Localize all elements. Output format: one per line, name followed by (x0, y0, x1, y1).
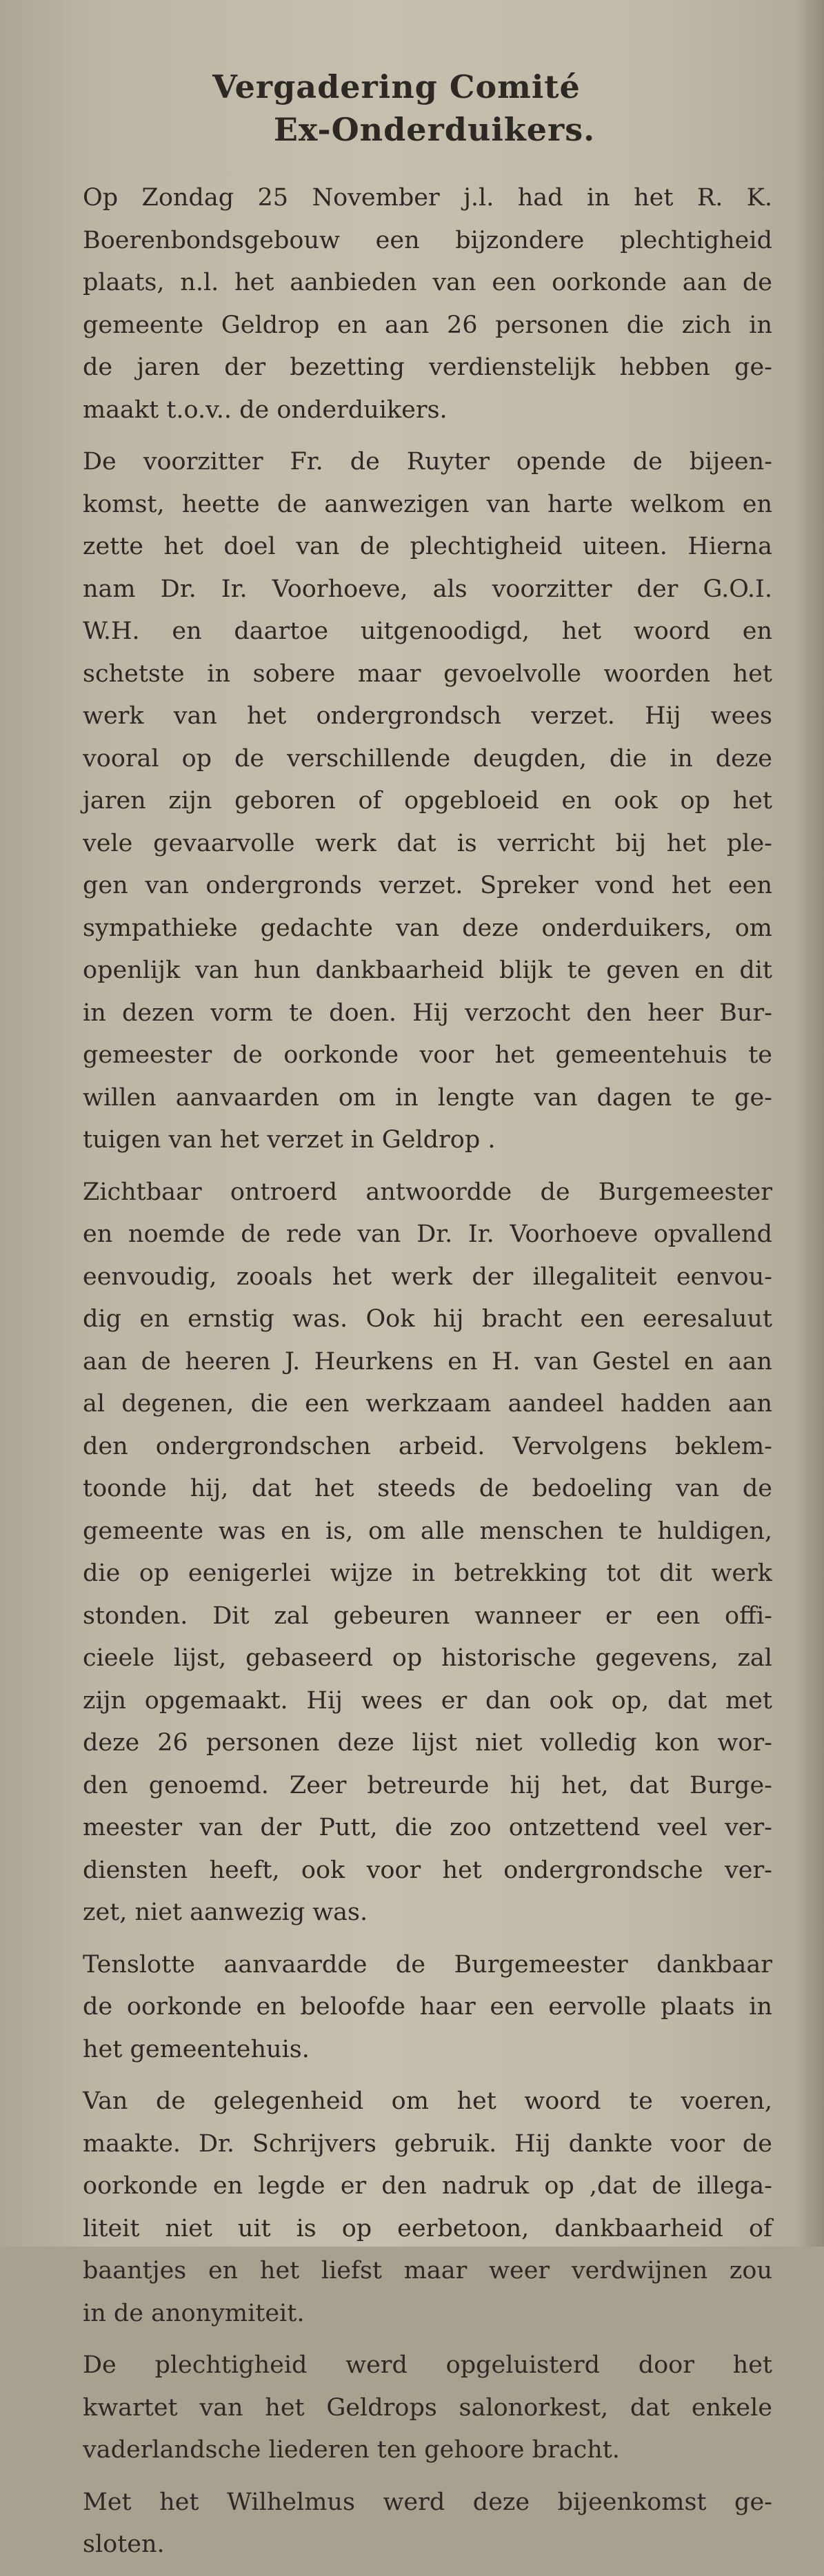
text-line: toonde hij, dat het steeds de bedoeling van de (83, 1475, 772, 1502)
text-line: deze 26 personen deze lijst niet volledig kon wor- (83, 1729, 772, 1757)
text-line: cieele lijst, gebaseerd op historische gegevens, zal (83, 1644, 772, 1672)
text-line: maakt t.o.v.. de onderduikers. (83, 396, 448, 424)
text-line: Met het Wilhelmus werd deze bijeenkomst ge- (83, 2488, 772, 2516)
text-line: De voorzitter Fr. de Ruyter opende de bijeen- (83, 448, 772, 476)
text-line: nam Dr. Ir. Voorhoeve, als voorzitter der G.O.I. (83, 575, 772, 603)
text-line: W.H. en daartoe uitgenoodigd, het woord en (83, 617, 772, 645)
text-line: het gemeentehuis. (83, 2035, 310, 2063)
text-line: Van de gelegenheid om het woord te voeren, (83, 2087, 772, 2115)
text-line: De plechtigheid werd opgeluisterd door het (83, 2351, 772, 2379)
text-line: al degenen, die een werkzaam aandeel hadden aan (83, 1390, 772, 1418)
text-line: Zichtbaar ontroerd antwoordde de Burgemeester (83, 1178, 772, 1206)
text-line: Boerenbondsgebouw een bijzondere plechtigheid (83, 226, 772, 254)
text-line: gemeente was en is, om alle menschen te huldigen, (83, 1517, 772, 1545)
text-line: baantjes en het liefst maar weer verdwijnen zou (83, 2257, 772, 2284)
text-line: zijn opgemaakt. Hij wees er dan ook op, dat met (83, 1686, 772, 1715)
text-line: Tenslotte aanvaardde de Burgemeester dankbaar (83, 1950, 772, 1979)
text-line: zet, niet aanwezig was. (83, 1899, 368, 1926)
text-line: gemeente Geldrop en aan 26 personen die zich in (83, 311, 772, 339)
text-line: de oorkonde en beloofde haar een eervolle plaats in (83, 1993, 772, 2021)
text-line: plaats, n.l. het aanbieden van een oorkonde aan de (83, 269, 772, 296)
article-paragraph (48, 2344, 772, 2472)
text-line: diensten heeft, ook voor het ondergrondsche ver- (83, 1856, 772, 1884)
text-line: den genoemd. Zeer betreurde hij het, dat Burge- (83, 1771, 772, 1799)
text-line: stonden. Dit zal gebeuren wanneer er een offi- (83, 1602, 772, 1630)
text-line: willen aanvaarden om in lengte van dagen te ge- (83, 1083, 772, 1112)
article-paragraph (48, 1944, 772, 2072)
text-line: komst, heette de aanwezigen van harte welkom en (83, 490, 772, 518)
text-line: maakte. Dr. Schrijvers gebruik. Hij dankte voor de (83, 2129, 772, 2158)
text-line: liteit niet uit is op eerbetoon, dankbaarheid of (83, 2214, 772, 2242)
text-line: aan de heeren J. Heurkens en H. van Gestel en aan (83, 1347, 772, 1376)
article-paragraph (48, 177, 772, 431)
text-line: den ondergrondschen arbeid. Vervolgens beklem- (83, 1432, 772, 1460)
text-line: gemeester de oorkonde voor het gemeentehuis te (83, 1041, 772, 1069)
text-line: sloten. (83, 2531, 165, 2558)
text-line: dig en ernstig was. Ook hij bracht een eeresaluut (83, 1305, 772, 1333)
headline (48, 65, 772, 151)
text-line: zette het doel van de plechtigheid uiteen. Hierna (83, 533, 772, 560)
text-line: vele gevaarvolle werk dat is verricht bij het ple- (83, 829, 772, 857)
text-line: openlijk van hun dankbaarheid blijk te geven en dit (83, 957, 772, 984)
headline-line-2: Ex-Onderduikers. (273, 111, 596, 148)
text-line: vaderlandsche liederen ten gehoore bracht. (83, 2436, 620, 2464)
text-line: jaren zijn geboren of opgebloeid en ook op het (83, 787, 772, 815)
text-line: meester van der Putt, die zoo ontzettend veel ver- (83, 1814, 772, 1841)
article-paragraph (48, 441, 772, 1162)
text-line: en noemde de rede van Dr. Ir. Voorhoeve opvallend (83, 1220, 772, 1248)
text-line: schetste in sobere maar gevoelvolle woorden het (83, 660, 772, 688)
article (48, 65, 772, 2576)
text-line: vooral op de verschillende deugden, die in deze (83, 744, 772, 773)
text-line: tuigen van het verzet in Geldrop . (83, 1126, 496, 1154)
text-line: die op eenigerlei wijze in betrekking tot dit werk (83, 1560, 772, 1587)
text-line: eenvoudig, zooals het werk der illegaliteit eenvou- (83, 1263, 772, 1291)
article-paragraph (48, 2482, 772, 2566)
text-line: in de anonymiteit. (83, 2299, 305, 2327)
text-line: de jaren der bezetting verdienstelijk hebben ge- (83, 354, 772, 381)
text-line: oorkonde en legde er den nadruk op ,dat de illega- (83, 2172, 772, 2200)
article-body (48, 177, 772, 2566)
article-paragraph (48, 2081, 772, 2335)
text-line: Op Zondag 25 November j.l. had in het R. K. (83, 184, 772, 212)
text-line: sympathieke gedachte van deze onderduikers, om (83, 914, 772, 942)
headline-line-1: Vergadering Comité (212, 68, 581, 105)
text-line: kwartet van het Geldrops salonorkest, dat enkele (83, 2393, 772, 2422)
text-line: gen van ondergronds verzet. Spreker vond het een (83, 872, 772, 899)
article-paragraph (48, 1172, 772, 1934)
text-line: in dezen vorm te doen. Hij verzocht den heer Bur- (83, 999, 772, 1027)
text-line: werk van het ondergrondsch verzet. Hij wees (83, 702, 772, 730)
